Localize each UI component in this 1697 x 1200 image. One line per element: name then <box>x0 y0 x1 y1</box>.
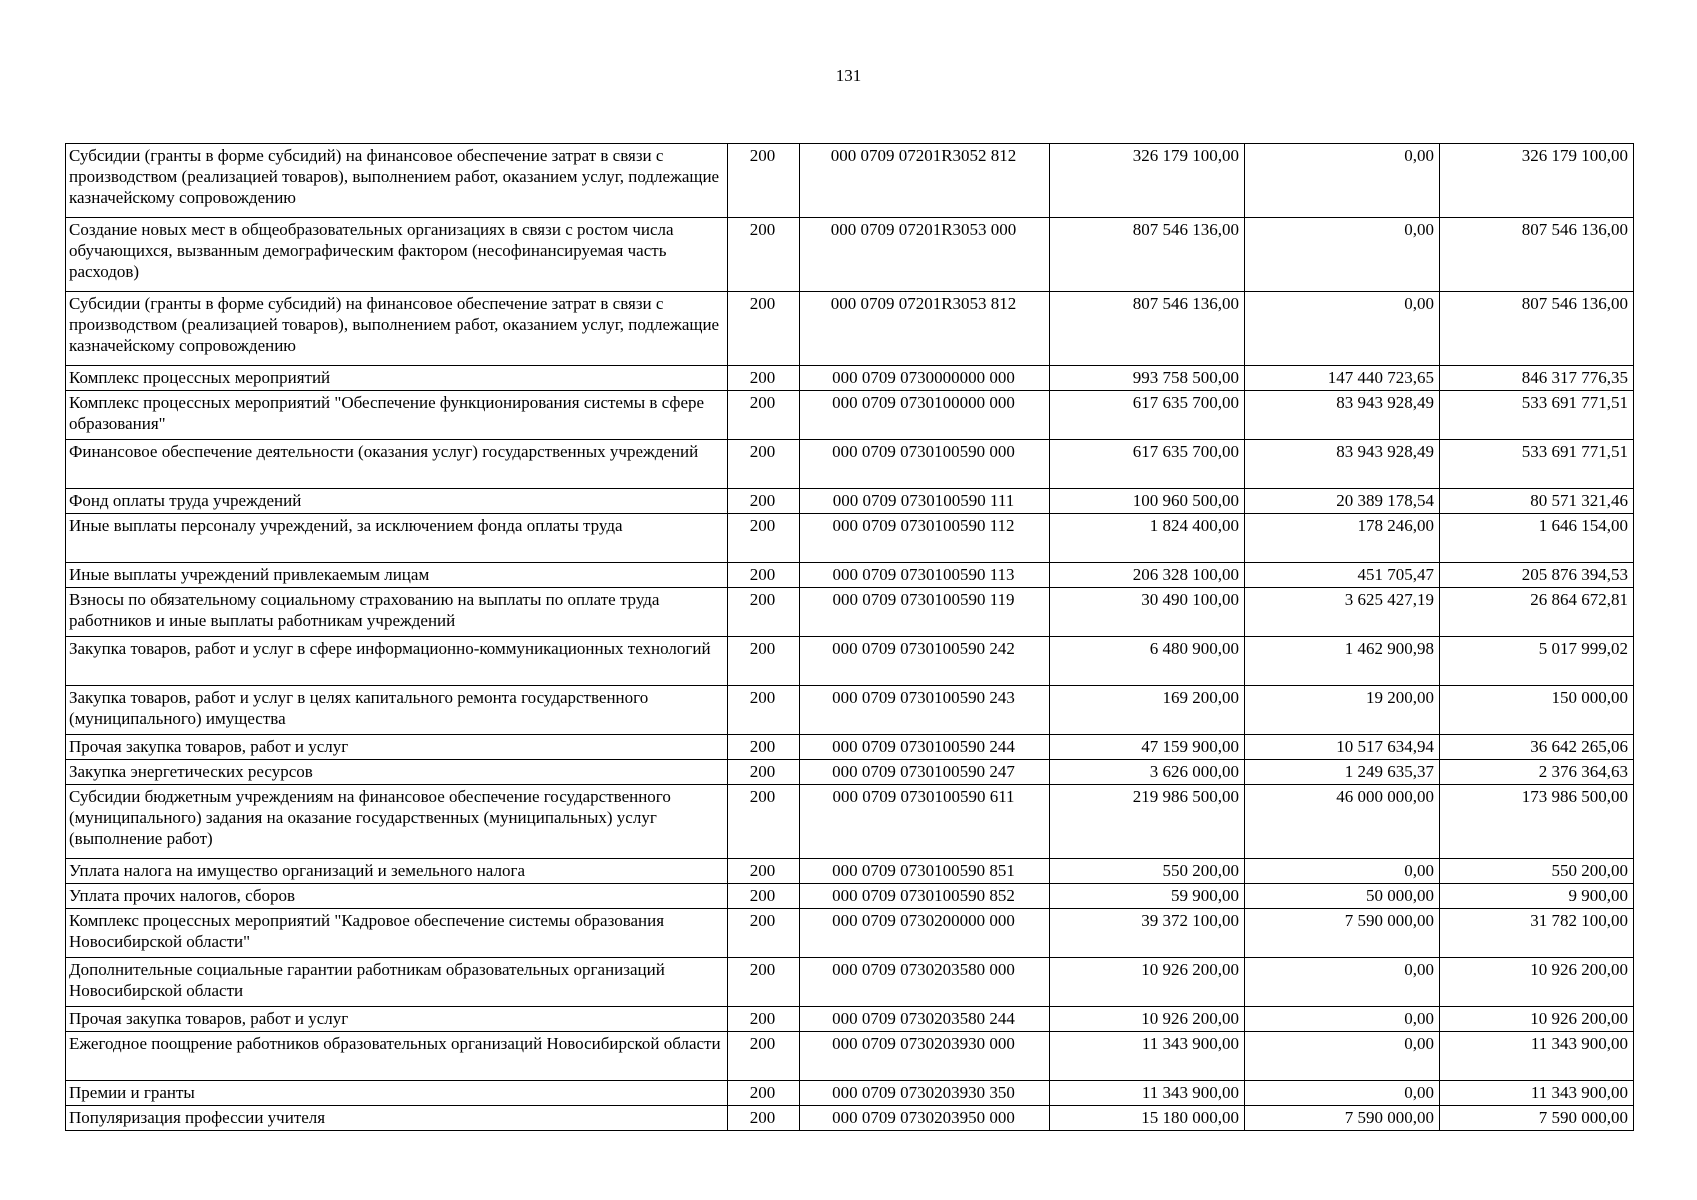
table-row <box>66 909 1634 958</box>
row-kbk-cell: 000 0709 0730100590 242 <box>800 637 1050 686</box>
row-kbk-cell: 000 0709 0730200000 000 <box>800 909 1050 958</box>
row-unexecuted-cell: 36 642 265,06 <box>1440 735 1634 760</box>
row-code-cell: 200 <box>728 391 800 440</box>
table-row <box>66 884 1634 909</box>
row-kbk-cell: 000 0709 0730100590 243 <box>800 686 1050 735</box>
row-executed-cell: 83 943 928,49 <box>1245 440 1440 489</box>
budget-table <box>65 143 1634 1131</box>
row-code-cell: 200 <box>728 218 800 292</box>
row-unexecuted-cell: 533 691 771,51 <box>1440 391 1634 440</box>
row-approved-cell: 10 926 200,00 <box>1050 958 1245 1007</box>
row-name-cell: Прочая закупка товаров, работ и услуг <box>66 735 728 760</box>
row-unexecuted-cell: 11 343 900,00 <box>1440 1081 1634 1106</box>
budget-table-body <box>66 144 1634 1131</box>
table-row <box>66 366 1634 391</box>
row-unexecuted-cell: 7 590 000,00 <box>1440 1106 1634 1131</box>
table-row <box>66 760 1634 785</box>
row-unexecuted-cell: 205 876 394,53 <box>1440 563 1634 588</box>
row-name-cell: Субсидии (гранты в форме субсидий) на финансовое обеспечение затрат в связи с производством (реализацией товаров), выполнением работ, оказанием услуг, подлежащие казначейскому сопровождению <box>66 144 728 218</box>
row-name-cell: Закупка энергетических ресурсов <box>66 760 728 785</box>
row-name-cell: Создание новых мест в общеобразовательных организациях в связи с ростом числа обучающихся, вызванным демографическим фактором (несофинансируемая часть расходов) <box>66 218 728 292</box>
row-executed-cell: 0,00 <box>1245 859 1440 884</box>
row-code-cell: 200 <box>728 958 800 1007</box>
row-code-cell: 200 <box>728 1032 800 1081</box>
row-kbk-cell: 000 0709 0730203930 350 <box>800 1081 1050 1106</box>
table-row <box>66 514 1634 563</box>
table-row <box>66 1032 1634 1081</box>
row-approved-cell: 39 372 100,00 <box>1050 909 1245 958</box>
row-name-cell: Фонд оплаты труда учреждений <box>66 489 728 514</box>
row-executed-cell: 0,00 <box>1245 292 1440 366</box>
row-approved-cell: 807 546 136,00 <box>1050 292 1245 366</box>
row-unexecuted-cell: 31 782 100,00 <box>1440 909 1634 958</box>
row-kbk-cell: 000 0709 0730100590 852 <box>800 884 1050 909</box>
row-executed-cell: 3 625 427,19 <box>1245 588 1440 637</box>
table-row <box>66 218 1634 292</box>
row-code-cell: 200 <box>728 686 800 735</box>
row-executed-cell: 7 590 000,00 <box>1245 1106 1440 1131</box>
row-name-cell: Иные выплаты учреждений привлекаемым лицам <box>66 563 728 588</box>
row-kbk-cell: 000 0709 0730203930 000 <box>800 1032 1050 1081</box>
row-approved-cell: 617 635 700,00 <box>1050 440 1245 489</box>
row-approved-cell: 206 328 100,00 <box>1050 563 1245 588</box>
row-approved-cell: 10 926 200,00 <box>1050 1007 1245 1032</box>
row-executed-cell: 451 705,47 <box>1245 563 1440 588</box>
table-row <box>66 563 1634 588</box>
row-approved-cell: 3 626 000,00 <box>1050 760 1245 785</box>
row-approved-cell: 1 824 400,00 <box>1050 514 1245 563</box>
row-executed-cell: 10 517 634,94 <box>1245 735 1440 760</box>
row-kbk-cell: 000 0709 07201R3053 000 <box>800 218 1050 292</box>
row-kbk-cell: 000 0709 0730100590 111 <box>800 489 1050 514</box>
row-kbk-cell: 000 0709 0730100590 851 <box>800 859 1050 884</box>
row-approved-cell: 219 986 500,00 <box>1050 785 1245 859</box>
row-unexecuted-cell: 550 200,00 <box>1440 859 1634 884</box>
row-code-cell: 200 <box>728 1106 800 1131</box>
row-approved-cell: 550 200,00 <box>1050 859 1245 884</box>
row-executed-cell: 46 000 000,00 <box>1245 785 1440 859</box>
table-row <box>66 785 1634 859</box>
row-unexecuted-cell: 807 546 136,00 <box>1440 218 1634 292</box>
row-approved-cell: 326 179 100,00 <box>1050 144 1245 218</box>
row-code-cell: 200 <box>728 1007 800 1032</box>
row-code-cell: 200 <box>728 1081 800 1106</box>
row-approved-cell: 100 960 500,00 <box>1050 489 1245 514</box>
row-kbk-cell: 000 0709 0730203950 000 <box>800 1106 1050 1131</box>
row-name-cell: Ежегодное поощрение работников образовательных организаций Новосибирской области <box>66 1032 728 1081</box>
table-row <box>66 144 1634 218</box>
row-code-cell: 200 <box>728 637 800 686</box>
row-code-cell: 200 <box>728 859 800 884</box>
row-code-cell: 200 <box>728 514 800 563</box>
row-name-cell: Премии и гранты <box>66 1081 728 1106</box>
row-approved-cell: 47 159 900,00 <box>1050 735 1245 760</box>
row-code-cell: 200 <box>728 440 800 489</box>
table-row <box>66 859 1634 884</box>
row-executed-cell: 0,00 <box>1245 1007 1440 1032</box>
row-name-cell: Закупка товаров, работ и услуг в целях капитального ремонта государственного (муниципального) имущества <box>66 686 728 735</box>
row-name-cell: Субсидии (гранты в форме субсидий) на финансовое обеспечение затрат в связи с производством (реализацией товаров), выполнением работ, оказанием услуг, подлежащие казначейскому сопровождению <box>66 292 728 366</box>
row-code-cell: 200 <box>728 366 800 391</box>
row-approved-cell: 993 758 500,00 <box>1050 366 1245 391</box>
row-unexecuted-cell: 1 646 154,00 <box>1440 514 1634 563</box>
row-kbk-cell: 000 0709 0730100590 113 <box>800 563 1050 588</box>
row-code-cell: 200 <box>728 909 800 958</box>
table-row <box>66 735 1634 760</box>
row-name-cell: Популяризация профессии учителя <box>66 1106 728 1131</box>
row-kbk-cell: 000 0709 0730100590 000 <box>800 440 1050 489</box>
row-unexecuted-cell: 173 986 500,00 <box>1440 785 1634 859</box>
row-code-cell: 200 <box>728 563 800 588</box>
table-row <box>66 1007 1634 1032</box>
row-code-cell: 200 <box>728 785 800 859</box>
row-name-cell: Комплекс процессных мероприятий "Кадровое обеспечение системы образования Новосибирской области" <box>66 909 728 958</box>
row-approved-cell: 6 480 900,00 <box>1050 637 1245 686</box>
row-unexecuted-cell: 326 179 100,00 <box>1440 144 1634 218</box>
row-unexecuted-cell: 2 376 364,63 <box>1440 760 1634 785</box>
row-unexecuted-cell: 26 864 672,81 <box>1440 588 1634 637</box>
row-code-cell: 200 <box>728 588 800 637</box>
row-kbk-cell: 000 0709 0730100590 112 <box>800 514 1050 563</box>
page-number: 131 <box>835 66 862 85</box>
row-executed-cell: 178 246,00 <box>1245 514 1440 563</box>
row-name-cell: Уплата прочих налогов, сборов <box>66 884 728 909</box>
row-unexecuted-cell: 807 546 136,00 <box>1440 292 1634 366</box>
row-unexecuted-cell: 846 317 776,35 <box>1440 366 1634 391</box>
row-code-cell: 200 <box>728 292 800 366</box>
row-executed-cell: 19 200,00 <box>1245 686 1440 735</box>
row-approved-cell: 59 900,00 <box>1050 884 1245 909</box>
table-row <box>66 1106 1634 1131</box>
row-executed-cell: 0,00 <box>1245 144 1440 218</box>
row-kbk-cell: 000 0709 0730000000 000 <box>800 366 1050 391</box>
row-executed-cell: 0,00 <box>1245 958 1440 1007</box>
table-row <box>66 391 1634 440</box>
table-row <box>66 588 1634 637</box>
row-name-cell: Дополнительные социальные гарантии работникам образовательных организаций Новосибирской области <box>66 958 728 1007</box>
table-row <box>66 440 1634 489</box>
row-executed-cell: 0,00 <box>1245 218 1440 292</box>
row-executed-cell: 7 590 000,00 <box>1245 909 1440 958</box>
row-approved-cell: 617 635 700,00 <box>1050 391 1245 440</box>
table-row <box>66 686 1634 735</box>
row-executed-cell: 20 389 178,54 <box>1245 489 1440 514</box>
row-name-cell: Прочая закупка товаров, работ и услуг <box>66 1007 728 1032</box>
row-code-cell: 200 <box>728 489 800 514</box>
row-name-cell: Иные выплаты персоналу учреждений, за исключением фонда оплаты труда <box>66 514 728 563</box>
row-executed-cell: 1 249 635,37 <box>1245 760 1440 785</box>
row-name-cell: Уплата налога на имущество организаций и земельного налога <box>66 859 728 884</box>
row-executed-cell: 83 943 928,49 <box>1245 391 1440 440</box>
row-approved-cell: 807 546 136,00 <box>1050 218 1245 292</box>
row-executed-cell: 50 000,00 <box>1245 884 1440 909</box>
row-approved-cell: 11 343 900,00 <box>1050 1081 1245 1106</box>
row-name-cell: Субсидии бюджетным учреждениям на финансовое обеспечение государственного (муниципального) задания на оказание государственных (муниципальных) услуг (выполнение работ) <box>66 785 728 859</box>
row-unexecuted-cell: 5 017 999,02 <box>1440 637 1634 686</box>
row-kbk-cell: 000 0709 07201R3052 812 <box>800 144 1050 218</box>
table-row <box>66 637 1634 686</box>
row-unexecuted-cell: 10 926 200,00 <box>1440 958 1634 1007</box>
row-unexecuted-cell: 150 000,00 <box>1440 686 1634 735</box>
row-kbk-cell: 000 0709 0730203580 000 <box>800 958 1050 1007</box>
row-approved-cell: 11 343 900,00 <box>1050 1032 1245 1081</box>
row-code-cell: 200 <box>728 144 800 218</box>
row-kbk-cell: 000 0709 0730100000 000 <box>800 391 1050 440</box>
row-unexecuted-cell: 10 926 200,00 <box>1440 1007 1634 1032</box>
row-unexecuted-cell: 533 691 771,51 <box>1440 440 1634 489</box>
row-approved-cell: 169 200,00 <box>1050 686 1245 735</box>
row-unexecuted-cell: 11 343 900,00 <box>1440 1032 1634 1081</box>
row-kbk-cell: 000 0709 0730100590 119 <box>800 588 1050 637</box>
row-unexecuted-cell: 80 571 321,46 <box>1440 489 1634 514</box>
row-code-cell: 200 <box>728 760 800 785</box>
row-executed-cell: 147 440 723,65 <box>1245 366 1440 391</box>
row-name-cell: Комплекс процессных мероприятий "Обеспечение функционирования системы в сфере образования" <box>66 391 728 440</box>
row-kbk-cell: 000 0709 0730100590 247 <box>800 760 1050 785</box>
row-name-cell: Финансовое обеспечение деятельности (оказания услуг) государственных учреждений <box>66 440 728 489</box>
row-code-cell: 200 <box>728 884 800 909</box>
row-approved-cell: 30 490 100,00 <box>1050 588 1245 637</box>
row-name-cell: Взносы по обязательному социальному страхованию на выплаты по оплате труда работников и иные выплаты работникам учреждений <box>66 588 728 637</box>
table-row <box>66 489 1634 514</box>
table-row <box>66 292 1634 366</box>
row-kbk-cell: 000 0709 0730100590 611 <box>800 785 1050 859</box>
row-name-cell: Закупка товаров, работ и услуг в сфере информационно-коммуникационных технологий <box>66 637 728 686</box>
row-executed-cell: 1 462 900,98 <box>1245 637 1440 686</box>
table-row <box>66 1081 1634 1106</box>
table-row <box>66 958 1634 1007</box>
row-executed-cell: 0,00 <box>1245 1081 1440 1106</box>
row-kbk-cell: 000 0709 0730100590 244 <box>800 735 1050 760</box>
row-code-cell: 200 <box>728 735 800 760</box>
row-kbk-cell: 000 0709 07201R3053 812 <box>800 292 1050 366</box>
row-name-cell: Комплекс процессных мероприятий <box>66 366 728 391</box>
row-executed-cell: 0,00 <box>1245 1032 1440 1081</box>
row-approved-cell: 15 180 000,00 <box>1050 1106 1245 1131</box>
row-unexecuted-cell: 9 900,00 <box>1440 884 1634 909</box>
row-kbk-cell: 000 0709 0730203580 244 <box>800 1007 1050 1032</box>
